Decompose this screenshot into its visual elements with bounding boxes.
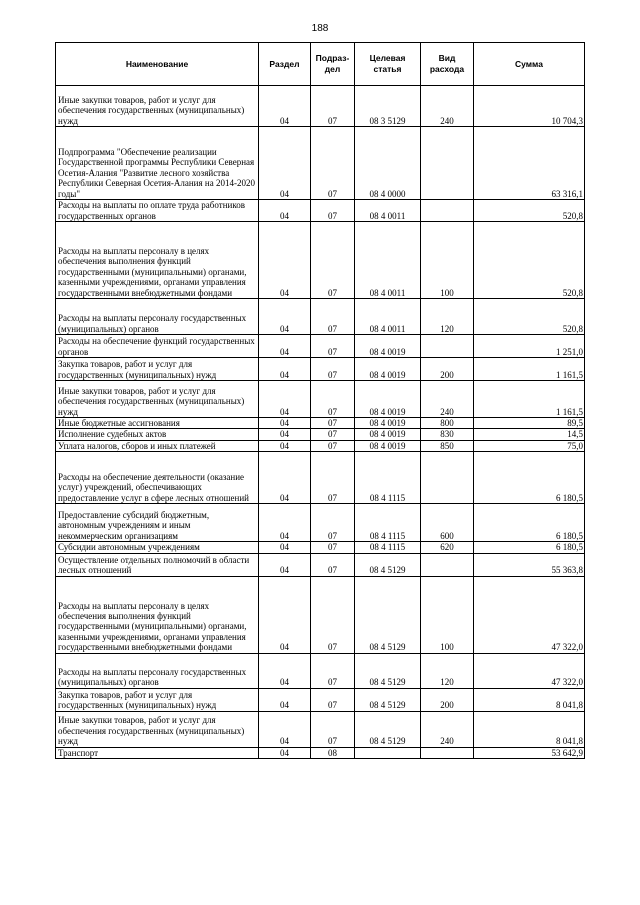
row-target: 08 4 0019 (355, 440, 421, 451)
row-target: 08 4 1115 (355, 504, 421, 542)
row-target: 08 4 0019 (355, 429, 421, 440)
row-section: 04 (259, 299, 311, 335)
row-section: 04 (259, 653, 311, 688)
header-subsection: Подраз-дел (311, 43, 355, 86)
row-expense: 800 (421, 418, 474, 429)
row-name: Иные закупки товаров, работ и услуг для обеспечения государственных (муниципальных) нужд (56, 711, 259, 747)
row-target: 08 4 0019 (355, 381, 421, 418)
row-expense: 240 (421, 381, 474, 418)
row-sum: 1 161,5 (474, 358, 585, 381)
row-section: 04 (259, 553, 311, 576)
row-target: 08 4 0019 (355, 358, 421, 381)
row-section: 04 (259, 358, 311, 381)
header-sum: Сумма (474, 43, 585, 86)
row-section: 04 (259, 711, 311, 747)
row-section: 04 (259, 127, 311, 200)
row-name: Исполнение судебных актов (56, 429, 259, 440)
row-target: 08 4 1115 (355, 452, 421, 504)
row-target: 08 4 0011 (355, 299, 421, 335)
row-target: 08 4 5129 (355, 653, 421, 688)
table-row (56, 381, 585, 418)
row-name: Закупка товаров, работ и услуг для государственных (муниципальных) нужд (56, 688, 259, 711)
table-row (56, 688, 585, 711)
row-expense: 200 (421, 688, 474, 711)
row-name: Уплата налогов, сборов и иных платежей (56, 440, 259, 451)
row-section: 04 (259, 429, 311, 440)
row-subsection: 07 (311, 452, 355, 504)
row-sum: 63 316,1 (474, 127, 585, 200)
row-subsection: 07 (311, 127, 355, 200)
row-name: Расходы на выплаты по оплате труда работников государственных органов (56, 200, 259, 222)
row-expense: 240 (421, 711, 474, 747)
row-target: 08 4 0011 (355, 200, 421, 222)
row-section: 04 (259, 418, 311, 429)
row-expense: 200 (421, 358, 474, 381)
row-target: 08 4 0019 (355, 335, 421, 358)
row-target: 08 4 5129 (355, 711, 421, 747)
row-subsection: 07 (311, 542, 355, 553)
row-name: Расходы на обеспечение функций государственных органов (56, 335, 259, 358)
row-subsection: 07 (311, 358, 355, 381)
table-row (56, 200, 585, 222)
row-sum: 8 041,8 (474, 688, 585, 711)
row-name: Иные закупки товаров, работ и услуг для обеспечения государственных (муниципальных) нужд (56, 381, 259, 418)
table-row (56, 222, 585, 299)
row-name: Расходы на выплаты персоналу государственных (муниципальных) органов (56, 299, 259, 335)
row-target: 08 4 1115 (355, 542, 421, 553)
row-sum: 6 180,5 (474, 452, 585, 504)
row-name: Закупка товаров, работ и услуг для государственных (муниципальных) нужд (56, 358, 259, 381)
row-section: 04 (259, 86, 311, 127)
row-name: Иные закупки товаров, работ и услуг для обеспечения государственных (муниципальных) нужд (56, 86, 259, 127)
table-row (56, 440, 585, 451)
header-target: Целевая статья (355, 43, 421, 86)
row-section: 04 (259, 542, 311, 553)
row-subsection: 07 (311, 222, 355, 299)
row-expense: 600 (421, 504, 474, 542)
row-sum: 55 363,8 (474, 553, 585, 576)
row-section: 04 (259, 688, 311, 711)
row-expense (421, 200, 474, 222)
row-subsection: 07 (311, 576, 355, 653)
table-body (56, 86, 585, 759)
header-expense: Вид расхода (421, 43, 474, 86)
row-expense (421, 127, 474, 200)
row-sum: 75,0 (474, 440, 585, 451)
row-subsection: 07 (311, 200, 355, 222)
row-sum: 8 041,8 (474, 711, 585, 747)
table-row (56, 418, 585, 429)
row-target: 08 4 0019 (355, 418, 421, 429)
row-target: 08 4 5129 (355, 553, 421, 576)
page-number: 188 (311, 23, 329, 34)
row-expense: 240 (421, 86, 474, 127)
table-row (56, 452, 585, 504)
row-expense: 120 (421, 653, 474, 688)
table-row (56, 504, 585, 542)
row-sum: 520,8 (474, 299, 585, 335)
row-sum: 53 642,9 (474, 747, 585, 758)
header-section: Раздел (259, 43, 311, 86)
row-expense: 830 (421, 429, 474, 440)
header-name: Наименование (56, 43, 259, 86)
row-sum: 47 322,0 (474, 653, 585, 688)
row-sum: 89,5 (474, 418, 585, 429)
table-row (56, 576, 585, 653)
table-row (56, 542, 585, 553)
table-row (56, 335, 585, 358)
row-subsection: 07 (311, 711, 355, 747)
row-expense: 100 (421, 222, 474, 299)
row-subsection: 07 (311, 553, 355, 576)
row-expense: 120 (421, 299, 474, 335)
table-row (56, 127, 585, 200)
row-sum: 10 704,3 (474, 86, 585, 127)
row-sum: 6 180,5 (474, 542, 585, 553)
table-row (56, 299, 585, 335)
row-subsection: 07 (311, 299, 355, 335)
row-sum: 47 322,0 (474, 576, 585, 653)
row-section: 04 (259, 381, 311, 418)
row-name: Иные бюджетные ассигнования (56, 418, 259, 429)
row-section: 04 (259, 576, 311, 653)
table-row (56, 653, 585, 688)
row-subsection: 07 (311, 440, 355, 451)
row-name: Осуществление отдельных полномочий в области лесных отношений (56, 553, 259, 576)
table-row (56, 553, 585, 576)
row-subsection: 07 (311, 504, 355, 542)
row-target: 08 3 5129 (355, 86, 421, 127)
row-expense (421, 452, 474, 504)
row-section: 04 (259, 222, 311, 299)
row-sum: 1 251,0 (474, 335, 585, 358)
row-name: Транспорт (56, 747, 259, 758)
row-expense (421, 747, 474, 758)
row-target: 08 4 5129 (355, 688, 421, 711)
row-name: Расходы на выплаты персоналу в целях обеспечения выполнения функций государственными (муниципальными) органами, казенными учреждениями, органами управления государственными внебюджетными фондами (56, 576, 259, 653)
row-section: 04 (259, 504, 311, 542)
row-name: Подпрограмма "Обеспечение реализации Государственной программы Республики Северная Осетия-Алания "Развитие лесного хозяйства Республики Северная Осетия-Алания на 2014-2020 годы" (56, 127, 259, 200)
row-section: 04 (259, 452, 311, 504)
row-subsection: 08 (311, 747, 355, 758)
row-expense (421, 553, 474, 576)
row-section: 04 (259, 747, 311, 758)
row-section: 04 (259, 440, 311, 451)
row-target: 08 4 0000 (355, 127, 421, 200)
row-sum: 520,8 (474, 200, 585, 222)
row-subsection: 07 (311, 653, 355, 688)
row-expense: 100 (421, 576, 474, 653)
row-target: 08 4 5129 (355, 576, 421, 653)
row-subsection: 07 (311, 86, 355, 127)
row-name: Расходы на выплаты персоналу в целях обеспечения выполнения функций государственными (муниципальными) органами, казенными учреждениями, органами управления государственными внебюджетными фондами (56, 222, 259, 299)
row-expense: 620 (421, 542, 474, 553)
row-section: 04 (259, 335, 311, 358)
row-subsection: 07 (311, 429, 355, 440)
row-subsection: 07 (311, 335, 355, 358)
table-row (56, 429, 585, 440)
row-subsection: 07 (311, 381, 355, 418)
row-sum: 14,5 (474, 429, 585, 440)
row-name: Расходы на обеспечение деятельности (оказание услуг) учреждений, обеспечивающих предоставление услуг в сфере лесных отношений (56, 452, 259, 504)
row-expense: 850 (421, 440, 474, 451)
row-expense (421, 335, 474, 358)
table-row (56, 86, 585, 127)
row-subsection: 07 (311, 418, 355, 429)
row-subsection: 07 (311, 688, 355, 711)
row-name: Расходы на выплаты персоналу государственных (муниципальных) органов (56, 653, 259, 688)
budget-table (55, 42, 585, 759)
table-row (56, 747, 585, 758)
row-sum: 1 161,5 (474, 381, 585, 418)
row-target: 08 4 0011 (355, 222, 421, 299)
row-name: Предоставление субсидий бюджетным, автономным учреждениям и иным некоммерческим организациям (56, 504, 259, 542)
row-target (355, 747, 421, 758)
table-row (56, 711, 585, 747)
row-name: Субсидии автономным учреждениям (56, 542, 259, 553)
row-sum: 520,8 (474, 222, 585, 299)
row-sum: 6 180,5 (474, 504, 585, 542)
table-row (56, 358, 585, 381)
row-section: 04 (259, 200, 311, 222)
